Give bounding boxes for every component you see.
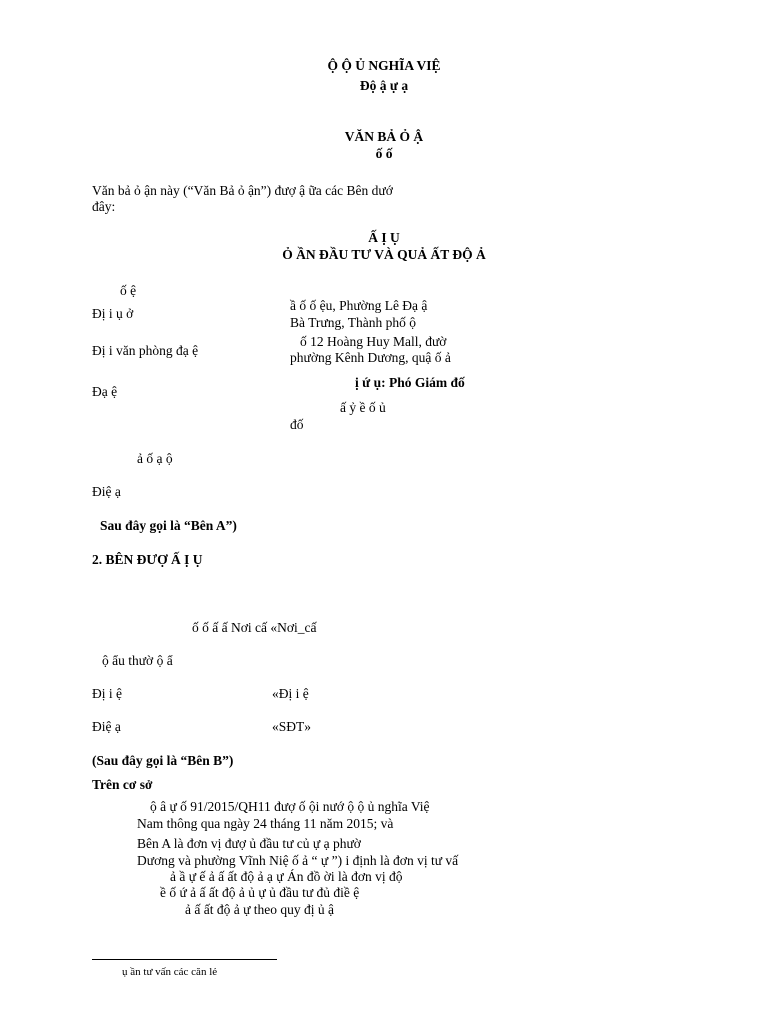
party-a-heading-2: Ỏ ẦN ĐẦU TƯ VÀ QUẢ ẤT ĐỘ Ả — [282, 247, 486, 262]
basis-paragraph-2-line-3: ả ầ ự ế ả ấ ất độ ả ạ ự Án đồ ời là đơn vị độ — [170, 869, 403, 884]
footnote-text: ụ ần tư vấn các căn lẻ — [122, 966, 218, 978]
party-a-representative-label: Đạ ệ — [92, 384, 118, 399]
party-b-id-line: ố ố ấ ấ Nơi cấ «Nơi_cấ — [192, 620, 317, 635]
party-a-address-line-2: Bà Trưng, Thành phố ộ — [290, 315, 416, 330]
party-b-address-label: Đị i ệ — [92, 686, 122, 701]
basis-paragraph-2-line-5: ả ấ ất độ ả ự theo quy đị ủ ậ — [185, 902, 335, 917]
party-a-representative-line-1: ị ứ ụ: Phó Giám đố — [355, 375, 465, 390]
party-b-residence-line: ộ ẩu thườ ộ ẩ — [102, 653, 173, 668]
basis-paragraph-1-line-1: ộ â ự ố 91/2015/QH11 đượ ố ội nướ ộ ộ ủ nghĩa Việ — [150, 799, 430, 814]
party-a-account-line: ả ố ạ ộ — [137, 451, 173, 466]
document-title: VĂN BẢ Ỏ Ậ — [344, 129, 424, 144]
party-a-address-line-1: ầ ố ố ệu, Phường Lê Đạ ậ — [290, 298, 428, 313]
party-b-phone-value: «SĐT» — [272, 719, 312, 734]
party-b-heading: 2. BÊN ĐƯỢ Ấ Ị Ụ — [92, 552, 203, 567]
basis-paragraph-2-line-2: Dương và phường Vĩnh Niệ ố ả “ ự ”) i định là đơn vị tư vấ — [137, 853, 459, 868]
basis-paragraph-2-line-4: ề ố ứ ả ấ ất độ ả ủ ự ủ đầu tư đủ điề ệ — [160, 885, 360, 900]
party-a-heading-1: Ấ Ị Ụ — [368, 230, 400, 245]
party-a-office-label: Đị i văn phòng đạ ệ — [92, 343, 199, 358]
intro-line-2: đây: — [92, 199, 116, 214]
party-b-alias: (Sau đây gọi là “Bên B”) — [92, 753, 234, 768]
intro-line-1: Văn bả ỏ ận này (“Văn Bả ỏ ận”) đượ ậ ữa các Bên dướ — [92, 183, 393, 198]
party-a-office-line-1: ố 12 Hoàng Huy Mall, đườ — [300, 334, 447, 349]
party-b-phone-label: Điệ ạ — [92, 719, 121, 734]
party-a-alias: Sau đây gọi là “Bên A”) — [100, 518, 237, 533]
header-line-2: Độ ậ ự ạ — [359, 78, 409, 93]
footnote-separator — [92, 959, 277, 960]
party-a-representative-line-2: ấ ỷ ề ố ủ — [340, 400, 386, 415]
basis-paragraph-1-line-2: Nam thông qua ngày 24 tháng 11 năm 2015; và — [137, 816, 394, 831]
party-a-address-label: Đị i ụ ở — [92, 306, 134, 321]
document-subtitle: ố ố — [375, 146, 393, 161]
party-b-address-value: «Đị i ệ — [272, 686, 309, 701]
party-a-name: ố ệ — [120, 283, 137, 298]
party-a-representative-line-3: đố — [290, 417, 304, 432]
header-line-1: Ộ Ộ Ủ NGHĨA VIỆ — [327, 58, 441, 73]
party-a-office-line-2: phường Kênh Dương, quậ ố ả — [290, 350, 451, 365]
basis-heading: Trên cơ sở — [92, 777, 153, 792]
basis-paragraph-2-line-1: Bên A là đơn vị đượ ủ đầu tư củ ự ạ phườ — [137, 836, 361, 851]
party-a-phone-label: Điệ ạ — [92, 484, 121, 499]
